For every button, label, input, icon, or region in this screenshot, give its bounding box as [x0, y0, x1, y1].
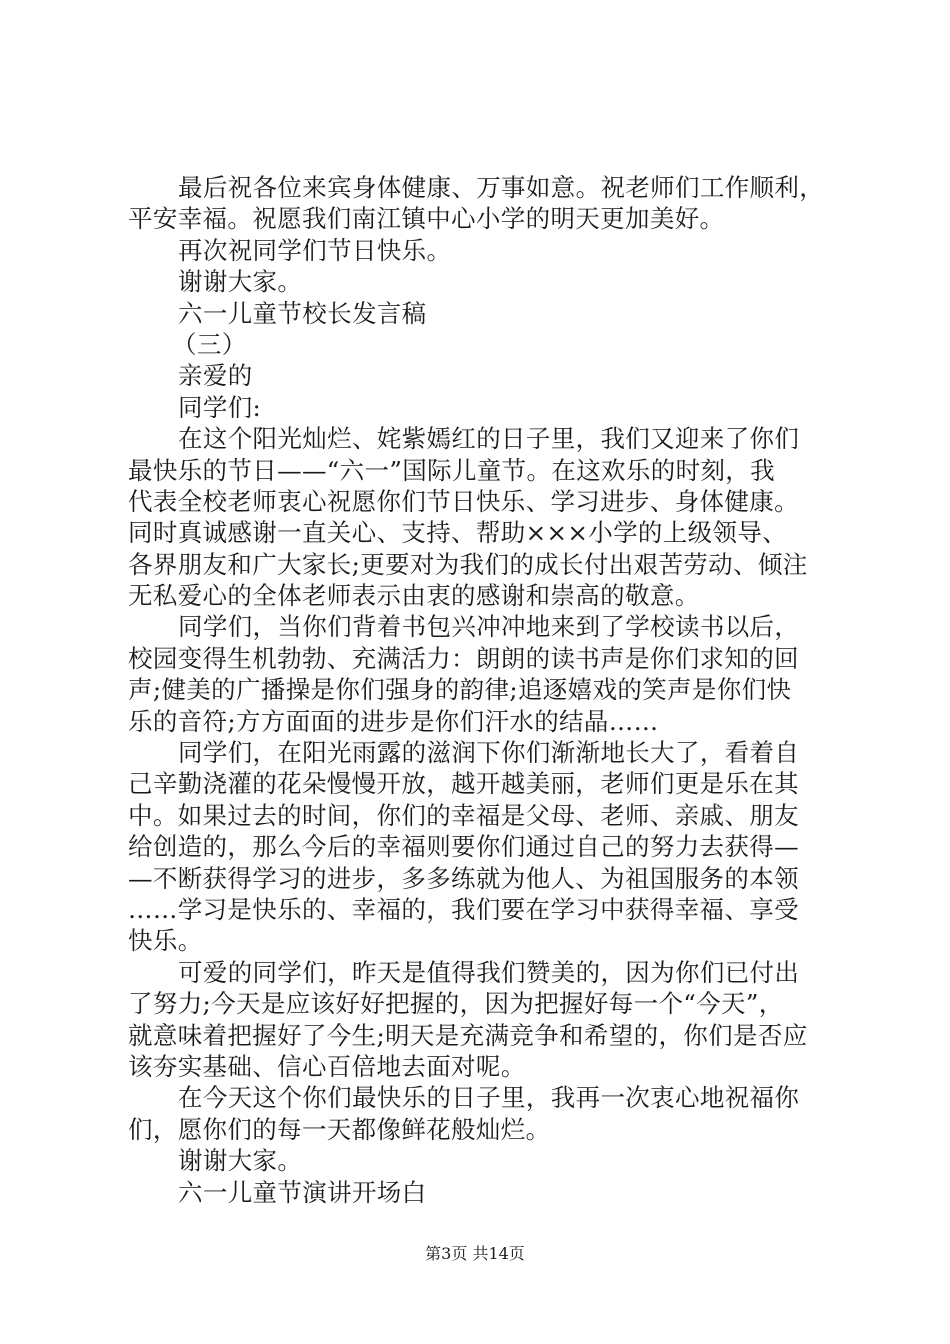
text-line: 可爱的同学们，昨天是值得我们赞美的，因为你们已付出	[178, 957, 800, 987]
text-line: 同学们，在阳光雨露的滋润下你们渐渐地长大了，看着自	[178, 738, 800, 768]
text-line: 在这个阳光灿烂、姹紫嫣红的日子里，我们又迎来了你们	[178, 424, 800, 454]
text-line: 谢谢大家。	[178, 1146, 303, 1176]
text-line: 快乐。	[128, 926, 203, 956]
section-number: （三）	[172, 329, 247, 359]
text-line: 代表全校老师衷心祝愿你们节日快乐、学习进步、身体健康。	[128, 486, 799, 516]
text-line: 给创造的，那么今后的幸福则要你们通过自己的努力去获得—	[128, 832, 799, 862]
text-line: 己辛勤浇灌的花朵慢慢开放，越开越美丽，老师们更是乐在其	[128, 769, 799, 799]
text-line: 就意味着把握好了今生;明天是充满竞争和希望的，你们是否应	[128, 1020, 808, 1050]
salutation: 同学们:	[178, 392, 262, 422]
text-line: 们，愿你们的每一天都像鲜花般灿烂。	[128, 1114, 551, 1144]
text-line: 了努力;今天是应该好好把握的，因为把握好每一个“今天”，	[128, 989, 784, 1019]
text-line: 该夯实基础、信心百倍地去面对呢。	[128, 1051, 526, 1081]
text-line: 在今天这个你们最快乐的日子里，我再一次衷心地祝福你	[178, 1083, 800, 1113]
text-line: 中。如果过去的时间，你们的幸福是父母、老师、亲戚、朋友	[128, 800, 799, 830]
text-line: 最后祝各位来宾身体健康、万事如意。祝老师们工作顺利，	[178, 173, 825, 202]
text-line: 乐的音符;方方面面的进步是你们汗水的结晶……	[128, 706, 659, 736]
page-footer: 第3页 共14页	[425, 1244, 525, 1263]
text-line: 同时真诚感谢一直关心、支持、帮助×××小学的上级领导、	[128, 518, 788, 548]
text-line: 校园变得生机勃勃、充满活力：朗朗的读书声是你们求知的回	[128, 643, 799, 673]
section-heading: 六一儿童节校长发言稿	[178, 298, 427, 328]
document-body	[128, 172, 844, 1208]
text-line: ……学习是快乐的、幸福的，我们要在学习中获得幸福、享受	[128, 894, 799, 924]
text-line: 声;健美的广播操是你们强身的韵律;追逐嬉戏的笑声是你们快	[128, 675, 792, 705]
salutation: 亲爱的	[178, 361, 253, 391]
text-line: 同学们，当你们背着书包兴冲冲地来到了学校读书以后，	[178, 612, 800, 642]
section-heading: 六一儿童节演讲开场白	[178, 1177, 427, 1207]
text-line: —不断获得学习的进步，多多练就为他人、为祖国服务的本领	[128, 863, 799, 893]
text-line: 无私爱心的全体老师表示由衷的感谢和崇高的敬意。	[128, 581, 700, 611]
text-line: 最快乐的节日——“六一”国际儿童节。在这欢乐的时刻，我	[128, 455, 775, 485]
text-line: 谢谢大家。	[178, 267, 303, 297]
text-line: 再次祝同学们节日快乐。	[178, 235, 452, 265]
text-line: 各界朋友和广大家长;更要对为我们的成长付出艰苦劳动、倾注	[128, 549, 808, 579]
text-line: 平安幸福。祝愿我们南江镇中心小学的明天更加美好。	[128, 204, 725, 234]
